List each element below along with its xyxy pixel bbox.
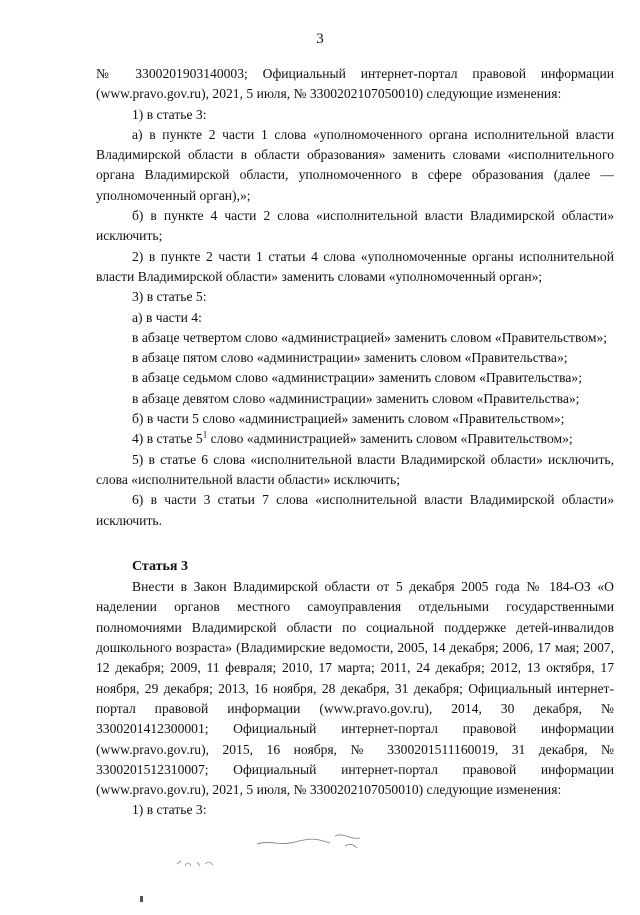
amendments-list xyxy=(96,64,614,429)
paragraph: б) в пункте 4 части 2 слова «исполнительной власти Владимирской области» исключить; xyxy=(96,208,614,244)
document-body xyxy=(96,64,614,821)
paragraph: 1) в статье 3: xyxy=(132,802,207,818)
paragraph: 1) в статье 3: xyxy=(132,106,207,122)
paragraph: а) в части 4: xyxy=(132,309,202,325)
paragraph: а) в пункте 2 части 1 слова «уполномоченного органа исполнительной власти Владимирской области в области образования» заменить словами «исполнительного органа Владимирской области, уполномоченного в сфере образования (далее — уполномоченный орган),»; xyxy=(96,126,614,203)
paragraph: № 3300201903140003; Официальный интернет-портал правовой информации (www.pravo.gov.ru), 2021, 5 июля, № 3300202107050010) следующие изменения: xyxy=(96,66,614,102)
pen-mark-small xyxy=(175,852,220,872)
article-superscript: 1 xyxy=(202,429,208,440)
paragraph: в абзаце седьмом слово «администрации» заменить словом «Правительства»; xyxy=(132,370,583,386)
paragraph: 6) в части 3 статьи 7 слова «исполнительной власти Владимирской области» исключить. xyxy=(96,492,614,528)
paragraph: в абзаце пятом слово «администрации» заменить словом «Правительства»; xyxy=(132,350,568,366)
article-heading: Статья 3 xyxy=(132,558,188,574)
amendment-item-4 xyxy=(96,429,614,449)
paragraph: в абзаце четвертом слово «администрацией» заменить словом «Правительством»; xyxy=(132,329,608,345)
paragraph: Внести в Закон Владимирской области от 5 декабря 2005 года № 184-ОЗ «О наделении органов местного самоуправления отдельными государственными полномочиями Владимирской области по социальной поддержке детей-инвалидов дошкольного возраста» (Владимирские ведомости, 2005, 14 декабря; 2006, 17 мая; 2007, 12 декабря; 2009, 11 февраля; 2010, 17 марта; 2011, 24 декабря; 2012, 13 октября, 17 ноября, 29 декабря; 2013, 16 ноября, 28 декабря, 31 декабря; Официальный интернет-портал правовой информации (www.pravo.gov.ru), 2014, 30 декабря, № 3300201412300001; Официальный интернет-портал правовой информации (www.pravo.gov.ru), 2015, 16 ноября, № 3300201511160019, 31 декабря, № 3300201512310007; Официальный интернет-портал правовой информации (www.pravo.gov.ru), 2021, 5 июля, № 3300202107050010) следующие изменения: xyxy=(96,579,614,798)
paragraph: б) в части 5 слово «администрацией» заменить словом «Правительством»; xyxy=(132,411,565,427)
page-number: 3 xyxy=(316,31,324,47)
pen-mark xyxy=(255,826,375,856)
article-body xyxy=(96,577,614,821)
amendments-list-continued xyxy=(96,450,614,531)
paragraph: 5) в статье 6 слова «исполнительной власти Владимирской области» исключить, слова «исполнительной власти области» исключить; xyxy=(96,451,614,487)
item4-suffix: слово «администрацией» заменить словом «Правительством»; xyxy=(207,431,573,447)
paragraph: 3) в статье 5: xyxy=(132,289,207,305)
paragraph: 2) в пункте 2 части 1 статьи 4 слова «уполномоченные органы исполнительной власти Владимирской области» заменить словами «уполномоченный орган»; xyxy=(96,248,614,284)
item4-prefix: 4) в статье 5 xyxy=(132,431,203,447)
paragraph: в абзаце девятом слово «администрации» заменить словом «Правительства»; xyxy=(132,390,580,406)
page-speck xyxy=(140,896,143,902)
